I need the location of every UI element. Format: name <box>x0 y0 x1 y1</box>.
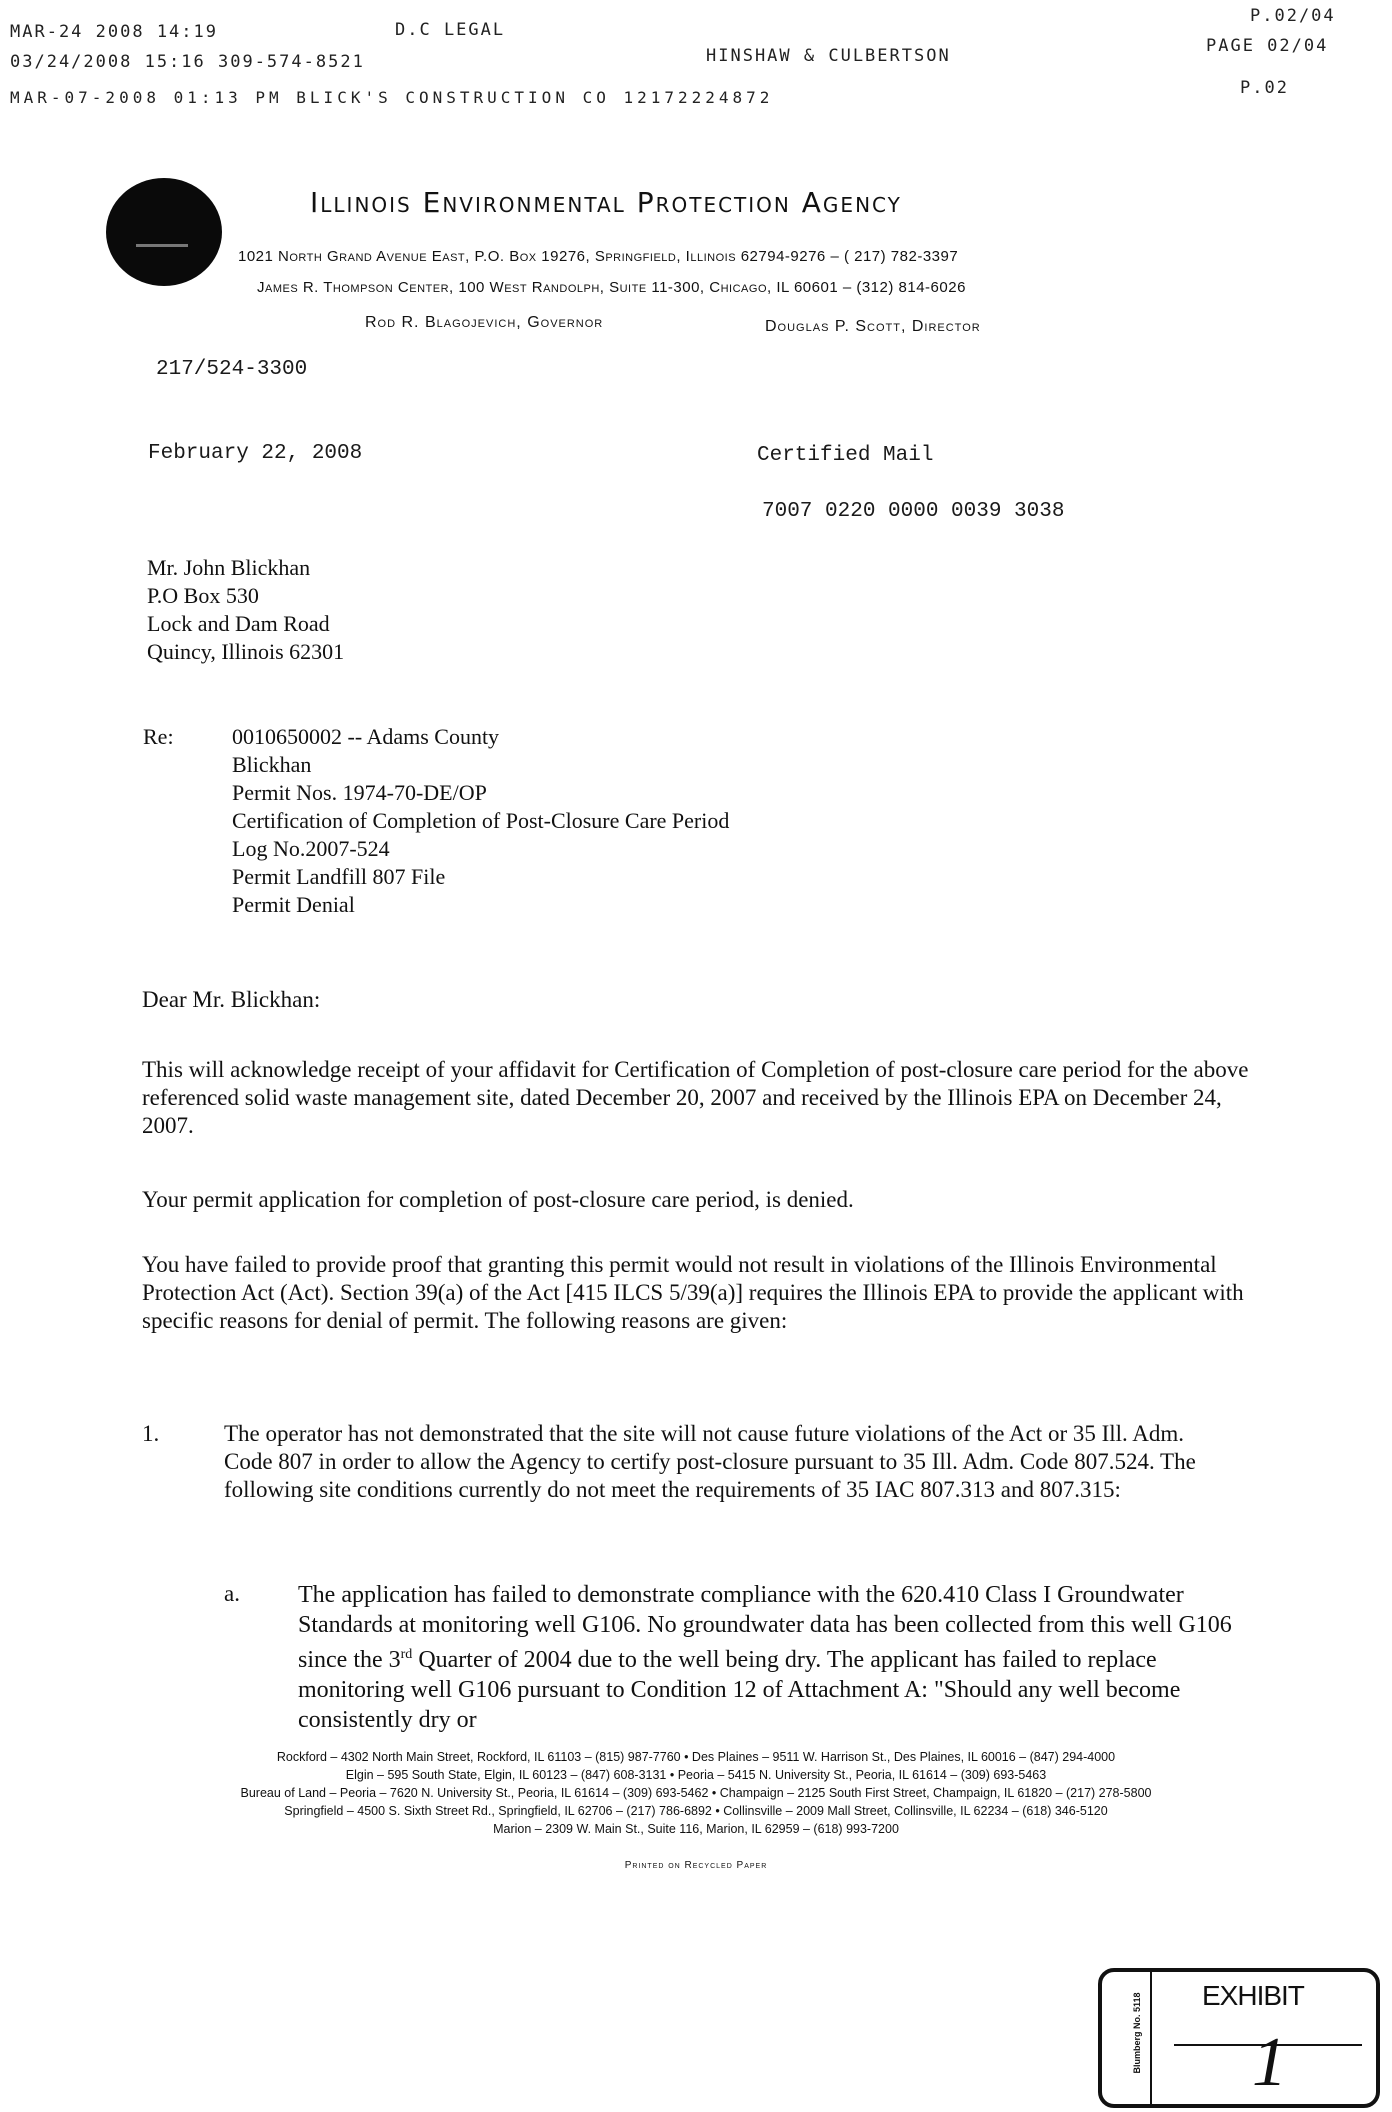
seal-stripe <box>136 244 188 247</box>
item-1-number: 1. <box>142 1421 160 1446</box>
footer-offices-line-4: Springfield – 4500 S. Sixth Street Rd., Springfield, IL 62706 – (217) 786-6892 • Collinsville – 2009 Mall Street, Collinsville, IL 62234 – (618) 346-5120 <box>284 1804 1108 1818</box>
exhibit-side-strip <box>1124 1972 1152 2104</box>
fax-header-page-3: P.02 <box>1240 78 1289 98</box>
recipient-road: Lock and Dam Road <box>147 611 330 636</box>
item-1a-label: a. <box>224 1581 240 1606</box>
fax-header-page-1: P.02/04 <box>1250 6 1336 26</box>
recycled-paper-note: Printed on Recycled Paper <box>624 1860 768 1871</box>
re-line-denial: Permit Denial <box>232 892 355 917</box>
re-line-file: Permit Landfill 807 File <box>232 864 446 889</box>
re-line-certification: Certification of Completion of Post-Closure Care Period <box>232 808 730 833</box>
agency-phone: 217/524-3300 <box>156 358 308 381</box>
fax-header-date-1: MAR-24 2008 14:19 <box>10 22 218 42</box>
recipient-name: Mr. John Blickhan <box>147 555 311 580</box>
item-1a-superscript: rd <box>400 1647 413 1662</box>
re-label: Re: <box>143 724 174 749</box>
agency-address-springfield: 1021 North Grand Avenue East, P.O. Box 19276, Springfield, Illinois 62794-9276 – ( 217) 782-3397 <box>238 248 959 265</box>
letter-date: February 22, 2008 <box>148 442 363 465</box>
agency-address-chicago: James R. Thompson Center, 100 West Randolph, Suite 11-300, Chicago, IL 60601 – (312) 814-6026 <box>257 279 966 296</box>
footer-offices-line-3: Bureau of Land – Peoria – 7620 N. University St., Peoria, IL 61614 – (309) 693-5462 • Champaign – 2125 South First Street, Champaign, IL 61820 – (217) 278-5800 <box>240 1786 1152 1800</box>
fax-header-page-2: PAGE 02/04 <box>1206 36 1329 56</box>
footer-offices-line-1: Rockford – 4302 North Main Street, Rockford, IL 61103 – (815) 987-7760 • Des Plaines – 9511 W. Harrison St., Des Plaines, IL 60016 – (847) 294-4000 <box>276 1750 1116 1764</box>
item-1-text: The operator has not demonstrated that the site will not cause future violations of the Act or 35 Ill. Adm. Code 807 in order to allow the Agency to certify post-closure pursuant to 35 Ill. Adm. Code 807.524. The following site conditions currently do not meet the requirements of 35 IAC 807.313 and 807.315: <box>224 1421 1196 1502</box>
re-block <box>232 723 729 919</box>
re-line-site: Blickhan <box>232 752 312 777</box>
paragraph-acknowledge: This will acknowledge receipt of your affidavit for Certification of Completion of post-closure care period for the above referenced solid waste management site, dated December 20, 2007 and received by the Illinois EPA on December 24, 2007. <box>142 1057 1249 1138</box>
exhibit-label: EXHIBIT <box>1202 1980 1304 2011</box>
recipient-city: Quincy, Illinois 62301 <box>147 639 345 664</box>
agency-seal-logo <box>106 178 222 286</box>
item-1a-text-after: Quarter of 2004 due to the well being dry. The applicant has failed to replace monitoring well G106 pursuant to Condition 12 of Attachment A: "Should any well become consistently dry or <box>298 1647 1181 1733</box>
tracking-number: 7007 0220 0000 0039 3038 <box>762 500 1065 523</box>
re-line-id: 0010650002 -- Adams County <box>232 724 500 749</box>
re-line-permit: Permit Nos. 1974-70-DE/OP <box>232 780 487 805</box>
re-line-log: Log No.2007-524 <box>232 836 390 861</box>
footer-offices-line-2: Elgin – 595 South State, Elgin, IL 60123 – (847) 608-3131 • Peoria – 5415 N. University St., Peoria, IL 61614 – (309) 693-5463 <box>345 1768 1047 1782</box>
item-1a-text <box>298 1580 1234 1735</box>
fax-header-date-2: 03/24/2008 15:16 309-574-8521 <box>10 52 365 72</box>
director-name: Douglas P. Scott, Director <box>765 318 981 335</box>
recipient-box: P.O Box 530 <box>147 583 259 608</box>
recipient-address <box>147 554 344 666</box>
footer-offices-line-5: Marion – 2309 W. Main St., Suite 116, Marion, IL 62959 – (618) 993-7200 <box>493 1822 899 1836</box>
governor-name: Rod R. Blagojevich, Governor <box>365 314 604 331</box>
salutation: Dear Mr. Blickhan: <box>142 987 321 1012</box>
paragraph-failure: You have failed to provide proof that granting this permit would not result in violations of the Illinois Environmental Protection Act (Act). Section 39(a) of the Act [415 ILCS 5/39(a)] requires the Illinois EPA to provide the applicant with specific reasons for denial of permit. The following reasons are given: <box>142 1252 1244 1333</box>
fax-header-line-3: MAR-07-2008 01:13 PM BLICK'S CONSTRUCTION CO 12172224872 <box>10 88 774 107</box>
paragraph-denied: Your permit application for completion of post-closure care period, is denied. <box>142 1187 854 1212</box>
exhibit-sticker <box>1098 1968 1380 2108</box>
item-1a-text-before: The application has failed to demonstrate compliance with the 620.410 Class I Groundwater Standards at monitoring well G106. No groundwater data has been collected from this well G106 since the 3 <box>298 1582 1232 1673</box>
certified-mail-label: Certified Mail <box>757 444 934 467</box>
fax-header-sender-2: HINSHAW & CULBERTSON <box>706 46 951 66</box>
exhibit-number: 1 <box>1252 2024 1287 2101</box>
agency-name: Illinois Environmental Protection Agency <box>310 186 902 219</box>
fax-header-sender-1: D.C LEGAL <box>395 20 506 40</box>
exhibit-side-text: Blumberg No. 5118 <box>1132 1992 1142 2074</box>
